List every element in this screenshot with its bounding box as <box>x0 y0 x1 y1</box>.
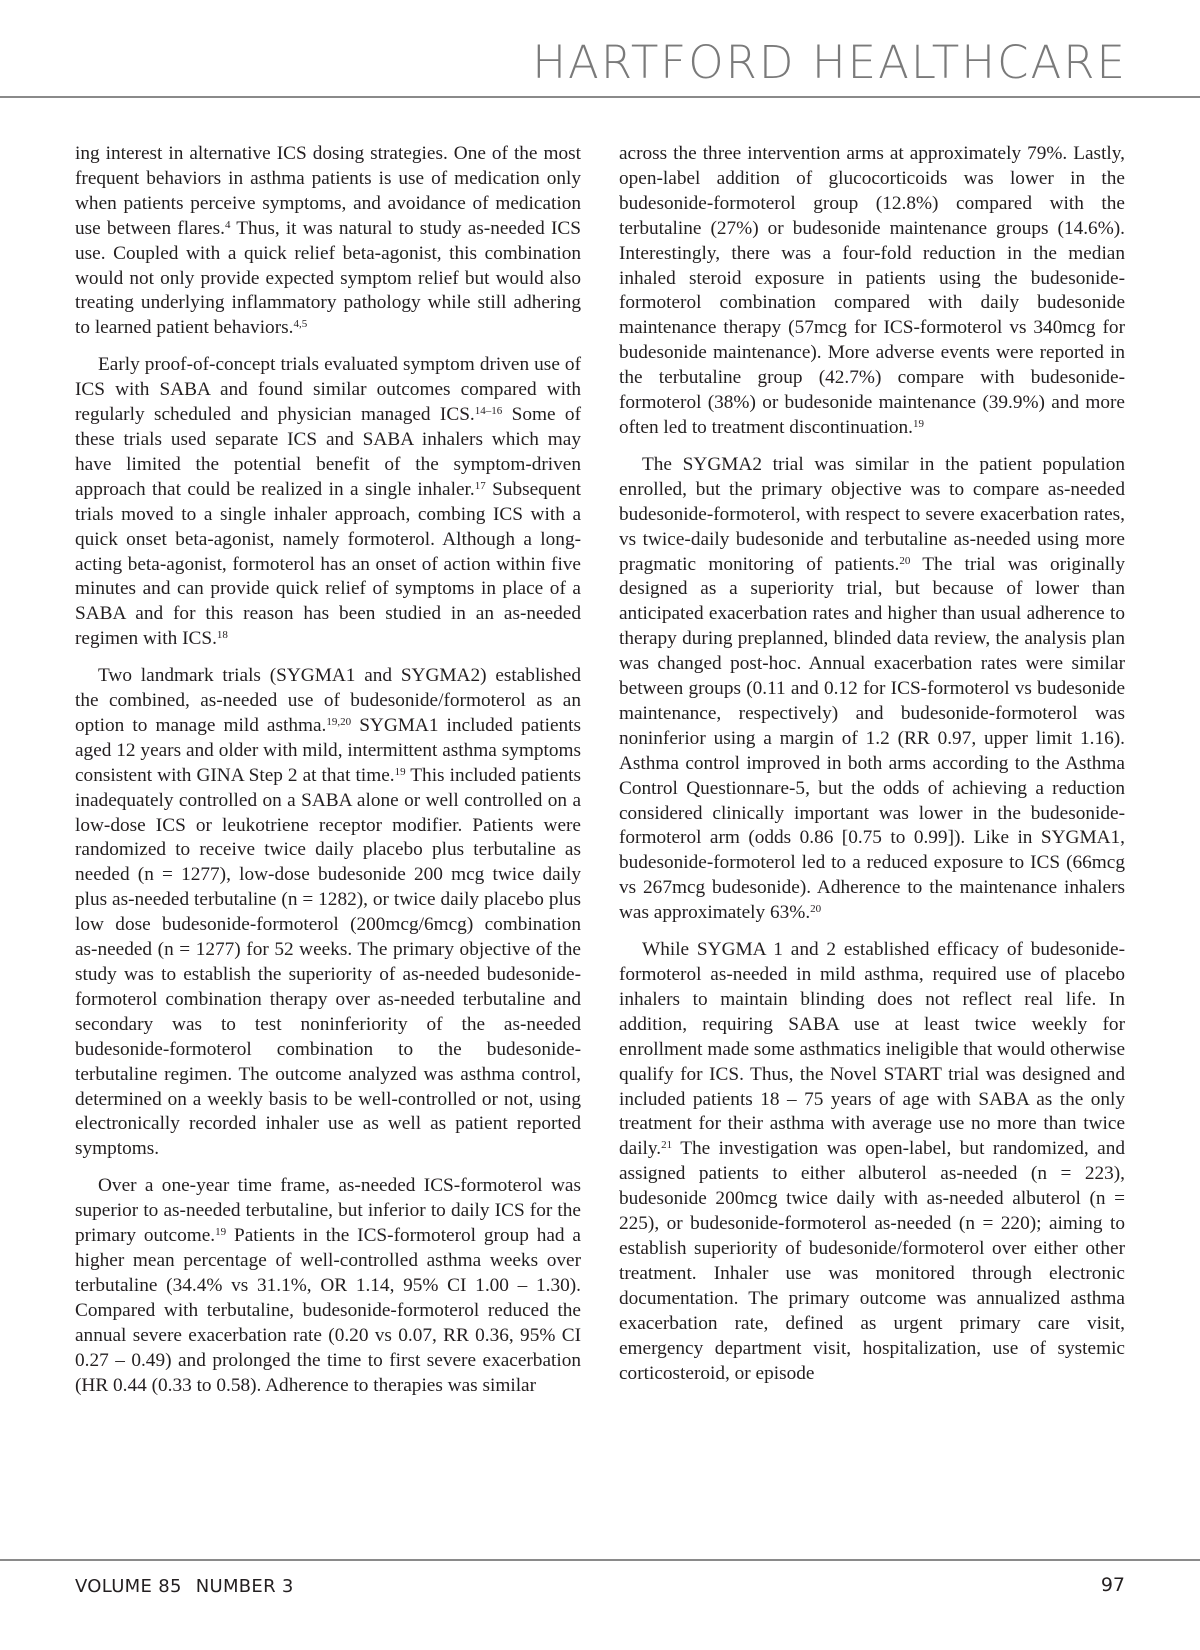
paragraph: While SYGMA 1 and 2 established efficacy of budesonide-formoterol as-needed in mild asthma, required use of placebo inhalers to maintain blinding does not reflect real life. In addition, requiring SABA use at least twice weekly for enrollment made some asthmatics ineligible that would otherwise qualify for ICS. Thus, the Novel START trial was designed and included patients 18 – 75 years of age with SABA as the only treatment for their asthma with average use no more than twice daily.$^{21}$ The investigation was open-label, but randomized, and assigned patients to either albuterol as-needed (n = 223), budesonide 200mcg twice daily with as-needed albuterol (n = 225), or budesonide-formoterol as-needed (n = 220); aiming to establish superiority of budesonide/formoterol over either other treatment. Inhaler use was monitored through electronic documentation. The primary outcome was annualized asthma exacerbation rate, defined as urgent primary care visit, emergency department visit, hospitalization, use of systemic corticosteroid, or episode <box>619 939 1126 1384</box>
citation: 4 <box>224 218 231 231</box>
paragraph: ing interest in alternative ICS dosing strategies. One of the most frequent behaviors in asthma patients is use of medication only when patients perceive symptoms, and avoidance of medication use between flares.$^4$ Thus, it was natural to study as-needed ICS use. Coupled with a quick relief beta-agonist, this combination would not only provide expected symptom relief but would also treating underlying inflammatory pathology while still adhering to learned patient behaviors.$^{4,5}$ <box>75 143 581 339</box>
paragraph: across the three intervention arms at approximately 79%. Lastly, open-label addition of glucocorticoids was lower in the budesonide-formoterol group (12.8%) compared with the terbutaline (27%) or budesonide maintenance groups (14.6%). Interestingly, there was a four-fold reduction in the median inhaled steroid exposure in patients using the budesonide-formoterol combination compared with daily budesonide maintenance therapy (57mcg for ICS-formoterol vs 340mcg for budesonide maintenance). More adverse events were reported in the terbutaline group (42.7%) compare with budesonide-formoterol (38%) or budesonide maintenance (39.9%) and more often led to treatment discontinuation.$^{19}$ <box>619 143 1125 438</box>
page-number: 97 <box>1100 1574 1125 1596</box>
journal-header-title: HARTFORD HEALTHCARE <box>532 36 1127 89</box>
footer-volume-info <box>75 1576 294 1597</box>
citation: 19 <box>394 765 406 778</box>
citation: 19 <box>912 417 924 430</box>
footer-rule <box>0 1559 1200 1561</box>
left-column <box>75 142 581 1410</box>
paragraph: Over a one-year time frame, as-needed ICS-formoterol was superior to as-needed terbutaline, but inferior to daily ICS for the primary outcome.$^{19}$ Patients in the ICS-formoterol group had a higher mean percentage of well-controlled asthma weeks over terbutaline (34.4% vs 31.1%, OR 1.14, 95% CI 1.00 – 1.30). Compared with terbutaline, budesonide-formoterol reduced the annual severe exacerbation rate (0.20 vs 0.07, RR 0.36, 95% CI 0.27 – 0.49) and prolonged the time to first severe exacerbation (HR 0.44 (0.33 to 0.58). Adherence to therapies was similar <box>75 1175 581 1396</box>
header-rule <box>0 96 1200 98</box>
citation: 20 <box>810 903 822 916</box>
paragraph: Early proof-of-concept trials evaluated symptom driven use of ICS with SABA and found similar outcomes compared with regularly scheduled and physician managed ICS.$^{14-16}$ Some of these trials used separate ICS and SABA inhalers which may have limited the potential benefit of the symptom-driven approach that could be realized in a single inhaler.$^{17}$ Subsequent trials moved to a single inhaler approach, combing ICS with a quick onset beta-agonist, namely formoterol. Although a long-acting beta-agonist, formoterol has an onset of action within five minutes and can provide quick relief of symptoms in place of a SABA and for this reason has been studied in an as-needed regimen with ICS.$^{18}$ <box>75 354 581 650</box>
citation: 21 <box>661 1139 673 1152</box>
paragraph: The SYGMA2 trial was similar in the patient population enrolled, but the primary objective was to compare as-needed budesonide-formoterol, with respect to severe exacerbation rates, vs twice-daily budesonide and terbutaline as-needed using more pragmatic monitoring of patients.$^{20}$ The trial was originally designed as a superiority trial, but because of lower than anticipated exacerbation rates and higher than usual adherence to therapy during preplanned, blinded data review, the analysis plan was changed post-hoc. Annual exacerbation rates were similar between groups (0.11 and 0.12 for ICS-formoterol vs budesonide maintenance, respectively) and budesonide-formoterol was noninferior using a margin of 1.2 (RR 0.97, upper limit 1.16). Asthma control improved in both arms according to the Asthma Control Questionnare-5, but the odds of achieving a reduction considered clinically important was lower in the budesonide-formoterol arm (odds 0.86 [0.75 to 0.99]). Like in SYGMA1, budesonide-formoterol led to a reduced exposure to ICS (66mcg vs 267mcg budesonide). Adherence to the maintenance inhalers was approximately 63%.$^{20}$ <box>619 453 1125 924</box>
citation: 4,5 <box>293 318 308 331</box>
citation: 19 <box>215 1226 227 1239</box>
citation: 20 <box>899 554 911 567</box>
paragraph: Two landmark trials (SYGMA1 and SYGMA2) established the combined, as-needed use of budesonide/formoterol as an option to manage mild asthma.$^{19,20}$ SYGMA1 included patients aged 12 years and older with mild, intermittent asthma symptoms consistent with GINA Step 2 at that time.$^{19}$ This included patients inadequately controlled on a SABA alone or well controlled on a low-dose ICS or leukotriene receptor modifier. Patients were randomized to receive twice daily placebo plus terbutaline as needed (n = 1277), low-dose budesonide 200 mcg twice daily plus as-needed terbutaline (n = 1282), or twice daily placebo plus low dose budesonide-formoterol (200mcg/6mcg) combination as-needed (n = 1277) for 52 weeks. The primary objective of the study was to establish the superiority of as-needed budesonide-formoterol combination therapy over as-needed terbutaline and secondary was to test noninferiority of the as-needed budesonide-formoterol combination to the budesonide-terbutaline regimen. The outcome analyzed was asthma control, determined on a weekly basis to be well-controlled or not, using electronically recorded inhaler use as well as patient reported symptoms. <box>75 665 582 1160</box>
citation: 18 <box>216 629 228 642</box>
number-label: NUMBER 3 <box>195 1576 294 1597</box>
right-column <box>619 142 1125 1398</box>
citation: 17 <box>474 479 486 492</box>
volume-label: VOLUME 85 <box>75 1576 182 1597</box>
citation: 14–16 <box>474 405 503 418</box>
citation: 19,20 <box>326 715 352 728</box>
